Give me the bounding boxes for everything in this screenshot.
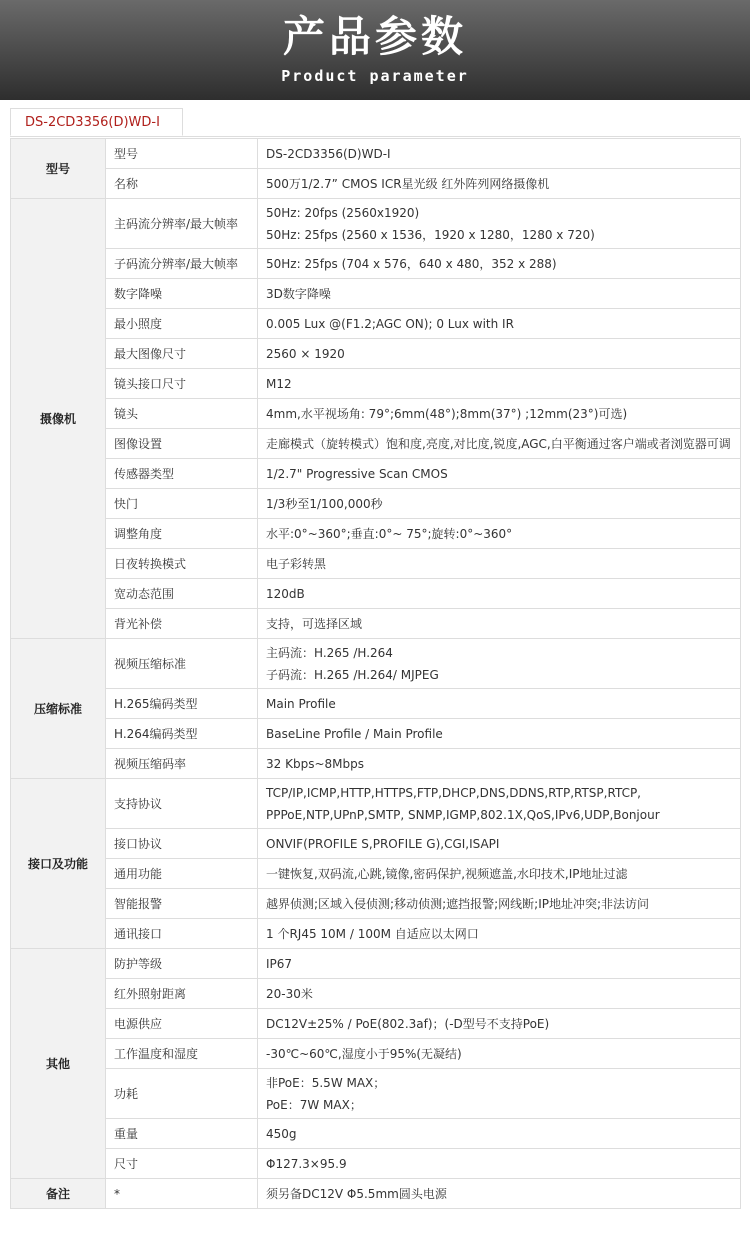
param-value <box>258 1039 741 1069</box>
table-row <box>11 1179 741 1209</box>
param-name: 快门 <box>106 489 258 519</box>
param-value-line: DS-2CD3356(D)WD-I <box>266 146 391 161</box>
table-row <box>11 309 741 339</box>
table-row <box>11 1039 741 1069</box>
param-value <box>258 1009 741 1039</box>
table-row <box>11 689 741 719</box>
table-row <box>11 889 741 919</box>
table-row <box>11 979 741 1009</box>
param-name: 视频压缩码率 <box>106 749 258 779</box>
param-value-line: 主码流：H.265 /H.264 <box>266 645 393 660</box>
param-value-line: IP67 <box>266 956 293 971</box>
table-row <box>11 459 741 489</box>
table-row <box>11 489 741 519</box>
param-value-line: 走廊模式（旋转模式）饱和度,亮度,对比度,锐度,AGC,白平衡通过客户端或者浏览器可调 <box>266 436 731 451</box>
param-name: * <box>106 1179 258 1209</box>
param-value-line: 4mm,水平视场角: 79°;6mm(48°);8mm(37°) ;12mm(23°)可选) <box>266 406 628 421</box>
param-value <box>258 1179 741 1209</box>
param-name: 型号 <box>106 139 258 169</box>
param-value <box>258 489 741 519</box>
param-value-line: 1/3秒至1/100,000秒 <box>266 496 383 511</box>
param-value-line: 越界侦测;区域入侵侦测;移动侦测;遮挡报警;网线断;IP地址冲突;非法访问 <box>266 896 650 911</box>
param-value <box>258 689 741 719</box>
header-banner <box>0 0 750 100</box>
table-row <box>11 429 741 459</box>
param-value <box>258 609 741 639</box>
category-cell: 型号 <box>11 139 106 199</box>
param-name: 名称 <box>106 169 258 199</box>
table-row <box>11 949 741 979</box>
table-row <box>11 1009 741 1039</box>
param-value <box>258 399 741 429</box>
param-value-line: 50Hz: 25fps (2560 x 1536，1920 x 1280，1280 x 720) <box>266 227 595 242</box>
param-value <box>258 1149 741 1179</box>
param-name: 镜头 <box>106 399 258 429</box>
param-value-line: M12 <box>266 376 292 391</box>
category-cell: 压缩标准 <box>11 639 106 779</box>
table-row <box>11 639 741 689</box>
param-name: 数字降噪 <box>106 279 258 309</box>
table-row <box>11 279 741 309</box>
param-value-line: 一键恢复,双码流,心跳,镜像,密码保护,视频遮盖,水印技术,IP地址过滤 <box>266 866 628 881</box>
table-row <box>11 829 741 859</box>
param-value-line: 1/2.7" Progressive Scan CMOS <box>266 466 448 481</box>
param-value-line: 50Hz: 20fps (2560x1920) <box>266 205 420 220</box>
param-value-line: ONVIF(PROFILE S,PROFILE G),CGI,ISAPI <box>266 836 500 851</box>
param-name: 重量 <box>106 1119 258 1149</box>
param-value <box>258 429 741 459</box>
table-row <box>11 859 741 889</box>
param-value <box>258 889 741 919</box>
param-value <box>258 719 741 749</box>
param-name: 镜头接口尺寸 <box>106 369 258 399</box>
param-value-line: 450g <box>266 1126 297 1141</box>
param-name: 接口协议 <box>106 829 258 859</box>
param-value-line: 3D数字降噪 <box>266 286 331 301</box>
table-row <box>11 199 741 249</box>
param-value-line: PoE：7W MAX； <box>266 1097 362 1112</box>
page-title: 产品参数 <box>282 12 467 61</box>
table-row <box>11 249 741 279</box>
param-value-line: 32 Kbps~8Mbps <box>266 756 364 771</box>
param-value <box>258 249 741 279</box>
param-name: 红外照射距离 <box>106 979 258 1009</box>
param-value-line: TCP/IP,ICMP,HTTP,HTTPS,FTP,DHCP,DNS,DDNS,RTP,RTSP,RTCP, <box>266 785 641 800</box>
param-name: 支持协议 <box>106 779 258 829</box>
param-value <box>258 919 741 949</box>
param-name: 功耗 <box>106 1069 258 1119</box>
param-value-line: 须另备DC12V Φ5.5mm圆头电源 <box>266 1186 447 1201</box>
param-value-line: DC12V±25% / PoE(802.3af)；(-D型号不支持PoE) <box>266 1016 550 1031</box>
param-value-line: 子码流：H.265 /H.264/ MJPEG <box>266 667 439 682</box>
param-value-line: BaseLine Profile / Main Profile <box>266 726 443 741</box>
category-cell: 其他 <box>11 949 106 1179</box>
param-value <box>258 139 741 169</box>
param-name: 图像设置 <box>106 429 258 459</box>
param-value <box>258 279 741 309</box>
table-row <box>11 549 741 579</box>
param-name: H.264编码类型 <box>106 719 258 749</box>
table-row <box>11 399 741 429</box>
table-row <box>11 139 741 169</box>
param-value <box>258 369 741 399</box>
table-row <box>11 609 741 639</box>
param-value-line: PPPoE,NTP,UPnP,SMTP, SNMP,IGMP,802.1X,QoS,IPv6,UDP,Bonjour <box>266 807 660 822</box>
param-value <box>258 829 741 859</box>
param-value-line: Main Profile <box>266 696 336 711</box>
param-value <box>258 1069 741 1119</box>
param-value-line: 120dB <box>266 586 305 601</box>
param-name: 宽动态范围 <box>106 579 258 609</box>
category-cell: 摄像机 <box>11 199 106 639</box>
table-row <box>11 1069 741 1119</box>
table-row <box>11 339 741 369</box>
param-name: 最小照度 <box>106 309 258 339</box>
param-value <box>258 199 741 249</box>
param-value-line: 20-30米 <box>266 986 313 1001</box>
param-value-line: 50Hz: 25fps (704 x 576，640 x 480，352 x 288) <box>266 256 557 271</box>
param-name: 日夜转换模式 <box>106 549 258 579</box>
table-row <box>11 1149 741 1179</box>
param-name: 背光补偿 <box>106 609 258 639</box>
param-value <box>258 949 741 979</box>
category-cell: 接口及功能 <box>11 779 106 949</box>
param-name: 主码流分辨率/最大帧率 <box>106 199 258 249</box>
param-value <box>258 309 741 339</box>
param-name: 子码流分辨率/最大帧率 <box>106 249 258 279</box>
param-value <box>258 749 741 779</box>
page-subtitle: Product parameter <box>281 67 469 85</box>
param-name: 调整角度 <box>106 519 258 549</box>
table-row <box>11 719 741 749</box>
param-name: 最大图像尺寸 <box>106 339 258 369</box>
param-value <box>258 639 741 689</box>
param-value-line: 水平:0°~360°;垂直:0°~ 75°;旋转:0°~360° <box>266 526 513 541</box>
param-value-line: 500万1/2.7” CMOS ICR星光级 红外阵列网络摄像机 <box>266 176 550 191</box>
param-value-line: 电子彩转黑 <box>266 556 327 571</box>
param-name: 通讯接口 <box>106 919 258 949</box>
table-row <box>11 519 741 549</box>
spec-table <box>10 138 741 1209</box>
table-row <box>11 169 741 199</box>
param-value-line: 0.005 Lux @(F1.2;AGC ON); 0 Lux with IR <box>266 316 514 331</box>
param-name: 视频压缩标准 <box>106 639 258 689</box>
param-value <box>258 779 741 829</box>
param-name: 防护等级 <box>106 949 258 979</box>
param-value-line: 非PoE：5.5W MAX； <box>266 1075 386 1090</box>
param-value <box>258 859 741 889</box>
param-name: 电源供应 <box>106 1009 258 1039</box>
category-cell: 备注 <box>11 1179 106 1209</box>
model-tab-bar <box>10 108 740 137</box>
param-name: 智能报警 <box>106 889 258 919</box>
table-row <box>11 579 741 609</box>
param-value <box>258 1119 741 1149</box>
param-name: 工作温度和湿度 <box>106 1039 258 1069</box>
param-value <box>258 169 741 199</box>
param-value <box>258 339 741 369</box>
param-value <box>258 459 741 489</box>
param-name: H.265编码类型 <box>106 689 258 719</box>
table-row <box>11 919 741 949</box>
param-value <box>258 579 741 609</box>
model-tab[interactable]: DS-2CD3356(D)WD-I <box>10 108 183 136</box>
param-value <box>258 549 741 579</box>
param-value-line: 支持，可选择区域 <box>266 616 363 631</box>
param-name: 尺寸 <box>106 1149 258 1179</box>
param-name: 传感器类型 <box>106 459 258 489</box>
param-name: 通用功能 <box>106 859 258 889</box>
param-value-line: Φ127.3×95.9 <box>266 1156 347 1171</box>
param-value <box>258 519 741 549</box>
param-value-line: 2560 × 1920 <box>266 346 345 361</box>
table-row <box>11 1119 741 1149</box>
param-value <box>258 979 741 1009</box>
table-row <box>11 749 741 779</box>
param-value-line: -30℃~60℃,湿度小于95%(无凝结) <box>266 1046 462 1061</box>
table-row <box>11 779 741 829</box>
table-row <box>11 369 741 399</box>
param-value-line: 1 个RJ45 10M / 100M 自适应以太网口 <box>266 926 479 941</box>
